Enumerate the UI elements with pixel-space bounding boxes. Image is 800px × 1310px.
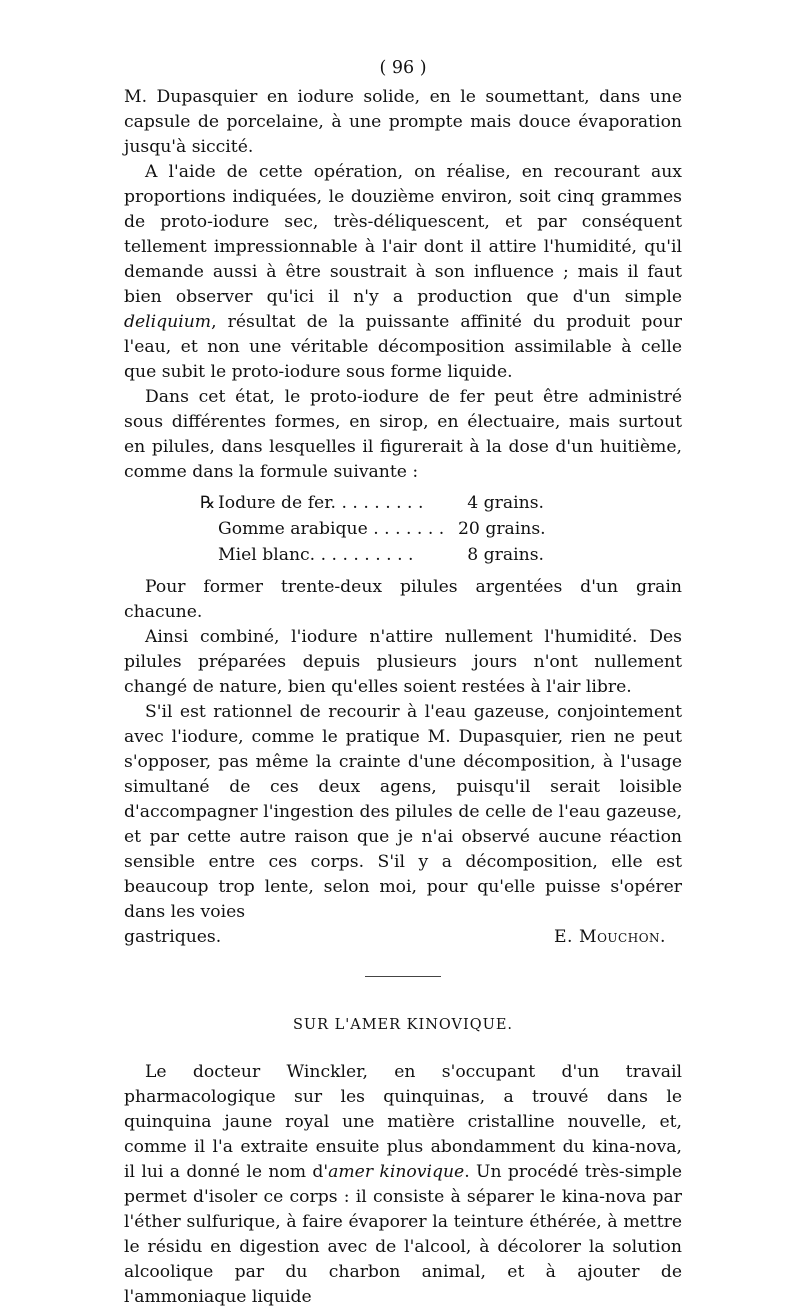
formula-row [200,517,570,543]
author-signature [554,925,666,950]
page [124,56,682,1310]
formula-quantity: 20 grains. [458,519,546,539]
author-surname: ouchon. [597,927,666,947]
signature-line [124,925,682,950]
recipe-symbol-icon: ℞ [200,493,216,513]
amer-kinovique-italic: amer kinovique [328,1162,465,1182]
paragraph-kinovique-text-1: Le docteur Winckler, en s'occupant d'un travail pharmacologique sur les quinquinas, a trouvé dans le quinquina jaune royal une matière cristalline nouvelle, et, comme il l'a extraite ensuite plus abondamment du kina-nova, il lui a donné le nom d' [124,1062,682,1182]
paragraph-gaseous-water: S'il est rationnel de recourir à l'eau gazeuse, conjointement avec l'iodure, comme le pratique M. Dupasquier, rien ne peut s'opposer, pas même la crainte d'une décomposition, à l'usage simultané de ces deux agens, puisqu'il serait loisible d'accompagner l'ingestion des pilules de celle de l'eau gazeuse, et par cette autre raison que je n'ai observé aucune réaction sensible entre ces corps. S'il y a décomposition, elle est beaucoup trop lente, selon moi, pour qu'elle puisse s'opérer dans les voies [124,702,682,922]
formula [200,491,682,569]
formula-ingredient: Miel blanc. . . . . . . . . . [218,545,414,565]
formula-row [200,491,570,517]
paragraph-last-word: gastriques. [124,927,222,947]
paragraph-operation [124,160,682,385]
paragraph-combined: Ainsi combiné, l'iodure n'attire nullement l'humidité. Des pilules préparées depuis plusieurs jours n'ont nullement changé de nature, bien qu'elles soient restées à l'air libre. [124,627,682,697]
deliquium-italic: deliquium [124,312,212,332]
paragraph-operation-text-1: A l'aide de cette opération, on réalise, en recourant aux proportions indiquées, le douzième environ, soit cinq grammes de proto-iodure sec, très-déliquescent, et par conséquent tellement impressionnable à l'air dont il attire l'humidité, qu'il demande aussi à être soustrait à son influence ; mais il faut bien observer qu'ici il n'y a production que d'un simple [124,162,682,307]
section-divider [365,976,441,977]
paragraph-continuation: M. Dupasquier en iodure solide, en le soumettant, dans une capsule de porcelaine, à une prompte mais douce évaporation jusqu'à siccité. [124,87,682,157]
formula-quantity: 4 grains. [467,493,544,513]
section-title: SUR L'AMER KINOVIQUE. [292,1017,514,1033]
formula-ingredient: Gomme arabique . . . . . . . [218,519,445,539]
paragraph-kinovique-text-2: . Un procédé très-simple permet d'isoler ce corps : il consiste à séparer le kina-nova par l'éther sulfurique, à faire évaporer la teinture éthérée, à mettre le résidu en digestion avec de l'alcool, à décolorer la solution alcoolique par du charbon animal, et à ajouter de l'ammoniaque liquide [124,1162,682,1307]
page-number: ( 96 ) [379,58,427,78]
formula-ingredient: Iodure de fer. . . . . . . . . [218,493,424,513]
formula-quantity: 8 grains. [467,545,544,565]
formula-row [200,543,570,569]
paragraph-pills: Pour former trente-deux pilules argentées d'un grain chacune. [124,577,682,622]
author-initial: E. M [554,927,598,947]
paragraph-operation-text-2: , résultat de la puissante affinité du produit pour l'eau, et non une véritable décomposition assimilable à celle que subit le proto-iodure sous forme liquide. [124,312,682,382]
paragraph-administration: Dans cet état, le proto-iodure de fer peut être administré sous différentes formes, en sirop, en électuaire, mais surtout en pilules, dans lesquelles il figurerait à la dose d'un huitième, comme dans la formule suivante : [124,387,682,482]
paragraph-kinovique [124,1060,682,1310]
